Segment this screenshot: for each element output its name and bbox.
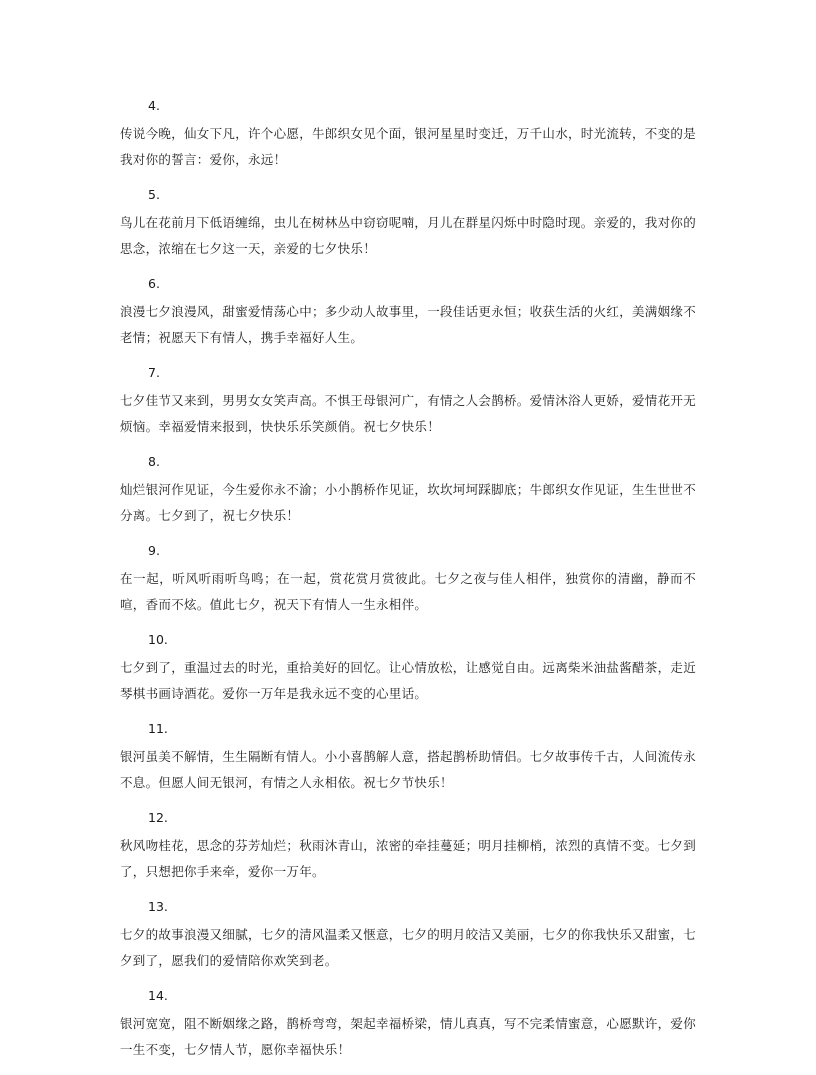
entry-text: 鸟儿在花前月下低语缠绵，虫儿在树林丛中窃窃呢喃，月儿在群星闪烁中时隐时现。亲爱的，我对你的思念，浓缩在七夕这一天，亲爱的七夕快乐！: [120, 215, 697, 256]
entry-text: 传说今晚，仙女下凡，许个心愿，牛郎织女见个面，银河星星时变迁，万千山水，时光流转，不变的是我对你的誓言：爱你，永远！: [120, 126, 697, 167]
entry-5: [120, 185, 696, 262]
entry-number: 5.: [148, 187, 160, 202]
entry-number: 9.: [148, 543, 160, 558]
entry-4: [120, 96, 696, 173]
document-page: [120, 96, 696, 1075]
entry-number: 11.: [148, 721, 168, 736]
entry-13: [120, 897, 696, 974]
entry-text: 七夕到了，重温过去的时光，重拾美好的回忆。让心情放松，让感觉自由。远离柴米油盐酱醋茶，走近琴棋书画诗酒花。爱你一万年是我永远不变的心里话。: [120, 660, 697, 701]
entry-text: 秋风吻桂花，思念的芬芳灿烂；秋雨沐青山，浓密的牵挂蔓延；明月挂柳梢，浓烈的真情不变。七夕到了，只想把你手来牵，爱你一万年。: [120, 838, 697, 879]
entry-14: [120, 986, 696, 1063]
entry-number: 7.: [148, 365, 160, 380]
entry-11: [120, 719, 696, 796]
entry-8: [120, 452, 696, 529]
entry-number: 13.: [148, 899, 168, 914]
entry-number: 14.: [148, 988, 168, 1003]
entry-text: 银河虽美不解情，生生隔断有情人。小小喜鹊解人意，搭起鹊桥助情侣。七夕故事传千古，人间流传永不息。但愿人间无银河，有情之人永相依。祝七夕节快乐！: [120, 749, 697, 790]
entry-text: 灿烂银河作见证，今生爱你永不渝；小小鹊桥作见证，坎坎坷坷踩脚底；牛郎织女作见证，生生世世不分离。七夕到了，祝七夕快乐！: [120, 482, 697, 523]
entry-number: 10.: [148, 632, 168, 647]
entry-9: [120, 541, 696, 618]
entry-number: 8.: [148, 454, 160, 469]
entry-number: 4.: [148, 98, 160, 113]
entry-text: 浪漫七夕浪漫风，甜蜜爱情荡心中；多少动人故事里，一段佳话更永恒；收获生活的火红，美满姻缘不老情；祝愿天下有情人，携手幸福好人生。: [120, 304, 697, 345]
entry-text: 银河宽宽，阻不断姻缘之路，鹊桥弯弯，架起幸福桥梁，情儿真真，写不完柔情蜜意，心愿默许，爱你一生不变，七夕情人节，愿你幸福快乐！: [120, 1016, 697, 1057]
entry-12: [120, 808, 696, 885]
entry-number: 6.: [148, 276, 160, 291]
entry-number: 12.: [148, 810, 168, 825]
entry-6: [120, 274, 696, 351]
entry-10: [120, 630, 696, 707]
entry-text: 在一起，听风听雨听鸟鸣；在一起，赏花赏月赏彼此。七夕之夜与佳人相伴，独赏你的清幽，静而不喧，香而不炫。值此七夕，祝天下有情人一生永相伴。: [120, 571, 696, 612]
entry-7: [120, 363, 696, 440]
entry-text: 七夕佳节又来到，男男女女笑声高。不惧王母银河广，有情之人会鹊桥。爱情沐浴人更娇，爱情花开无烦恼。幸福爱情来报到，快快乐乐笑颜俏。祝七夕快乐！: [120, 393, 697, 434]
entry-text: 七夕的故事浪漫又细腻，七夕的清风温柔又惬意，七夕的明月皎洁又美丽，七夕的你我快乐又甜蜜，七夕到了，愿我们的爱情陪你欢笑到老。: [120, 927, 697, 968]
